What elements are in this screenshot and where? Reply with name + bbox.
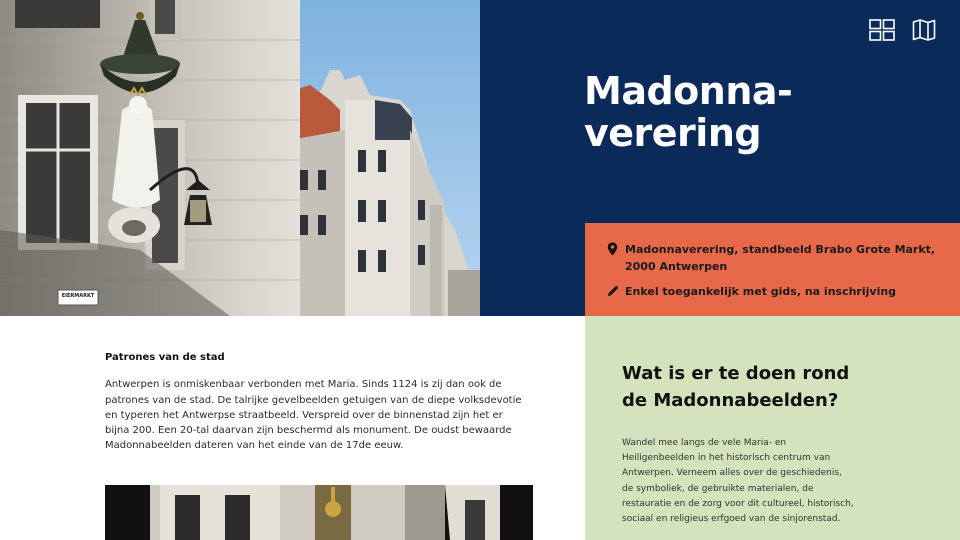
street-sign-label: EIERMARKT xyxy=(61,293,95,299)
page-title xyxy=(584,69,793,155)
location-row xyxy=(607,241,940,275)
hero-photo-illustration xyxy=(0,0,480,316)
info-box xyxy=(585,223,960,316)
side-panel xyxy=(585,316,960,540)
hero-photo xyxy=(0,0,480,316)
access-text: Enkel toegankelijk met gids, na inschrijving xyxy=(625,285,897,298)
pencil-icon xyxy=(607,283,621,299)
article-photo-illustration xyxy=(105,485,533,540)
page-title-text: Madonna-verering xyxy=(584,69,793,155)
side-panel-text: Wandel mee langs de vele Maria- en Heiligenbeelden in het historisch centrum van Antwerpen. Verneem alles over de geschiedenis, de symboliek, de gebruikte materialen, de restauratie en de zorg voor dit cultureel, historisch, sociaal en religieus erfgoed van de sinjorenstad. xyxy=(622,438,854,525)
location-pin-icon xyxy=(607,241,621,257)
access-row xyxy=(607,283,940,300)
article-photo xyxy=(105,485,533,540)
article-heading: Patrones van de stad xyxy=(105,352,225,363)
top-toolbar xyxy=(868,16,938,44)
grid-view-icon[interactable] xyxy=(868,16,896,44)
side-panel-heading: Wat is er te doen rond de Madonnabeelden? xyxy=(622,363,850,411)
article-body: Antwerpen is onmiskenbaar verbonden met Maria. Sinds 1124 is zij dan ook de patrones van de stad. De talrijke gevelbeelden getuigen van de diepe volksdevotie en typeren het Antwerpse straatbeeld. Verspreid over de binnenstad zijn het er bijna 200. Een 20-tal daarvan zijn beschermd als monument. De oudst bewaarde Madonnabeelden dateren van het einde van de 17de eeuw. xyxy=(105,379,522,452)
map-icon[interactable] xyxy=(910,16,938,44)
location-text: Madonnaverering, standbeeld Brabo Grote Markt, 2000 Antwerpen xyxy=(625,243,936,273)
article xyxy=(105,350,525,454)
